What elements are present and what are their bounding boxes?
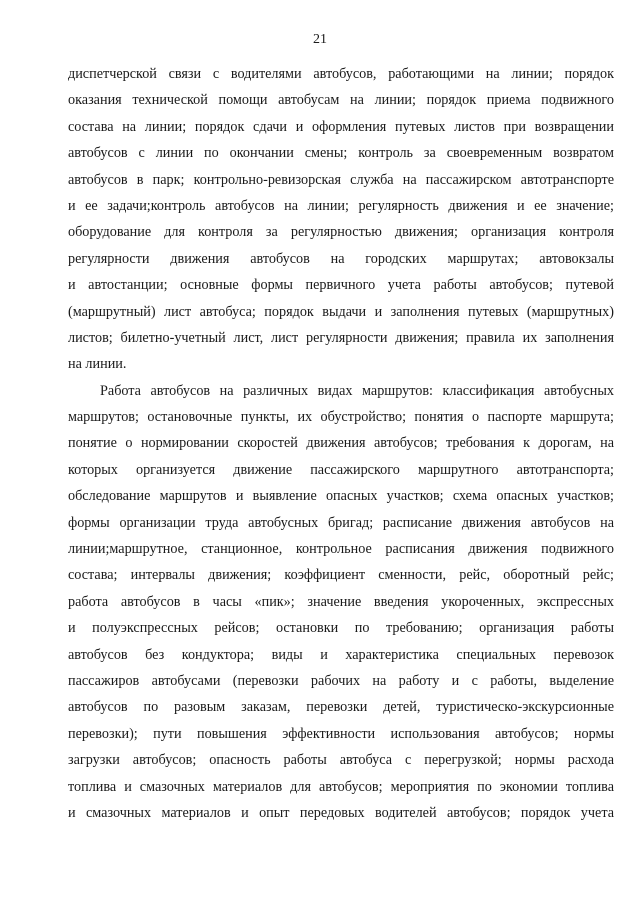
page-number: 21 xyxy=(313,32,327,47)
text-line: автобусов в парк; контрольно-ревизорская служба на пассажирском автотранспорте xyxy=(68,171,614,188)
paragraph xyxy=(68,378,614,827)
text-line: автобусов по разовым заказам, перевозки детей, туристическо-экскурсионные xyxy=(68,699,614,716)
text-line: автобусов с линии по окончании смены; контроль за своевременным возвратом xyxy=(68,145,614,162)
text-line: загрузки автобусов; опасность работы автобуса с перегрузкой; нормы расхода xyxy=(68,752,614,769)
text-line: состава на линии; порядок сдачи и оформления путевых листов при возвращении xyxy=(68,118,614,135)
text-line: и смазочных материалов и опыт передовых водителей автобусов; порядок учета xyxy=(68,804,614,821)
text-line: Работа автобусов на различных видах маршрутов: классификация автобусных xyxy=(100,382,614,399)
text-line: работа автобусов в часы «пик»; значение введения укороченных, экспрессных xyxy=(68,593,614,610)
text-line: на линии. xyxy=(68,356,127,373)
text-line: маршрутов; остановочные пункты, их обустройство; понятия о паспорте маршрута; xyxy=(68,409,614,426)
text-line: и автостанции; основные формы первичного учета работы автобусов; путевой xyxy=(68,277,614,294)
paragraph xyxy=(68,61,614,378)
text-line: диспетчерской связи с водителями автобусов, работающими на линии; порядок xyxy=(68,66,614,82)
text-line: понятие о нормировании скоростей движения автобусов; требования к дорогам, на xyxy=(68,435,614,452)
text-line: оборудование для контроля за регулярностью движения; организация контроля xyxy=(68,224,614,241)
text-line: (маршрутный) лист автобуса; порядок выдачи и заполнения путевых (маршрутных) xyxy=(68,303,614,320)
text-line: листов; билетно-учетный лист, лист регулярности движения; правила их заполнения xyxy=(68,329,614,346)
text-line: перевозки); пути повышения эффективности использования автобусов; нормы xyxy=(68,725,614,742)
body-text xyxy=(68,61,614,826)
text-line: и полуэкспрессных рейсов; остановки по требованию; организация работы xyxy=(68,620,614,637)
text-line: состава; интервалы движения; коэффициент сменности, рейс, оборотный рейс; xyxy=(68,567,614,584)
text-line: обследование маршрутов и выявление опасных участков; схема опасных участков; xyxy=(68,488,614,505)
text-line: линии;маршрутное, станционное, контрольное расписания движения подвижного xyxy=(68,541,614,558)
text-line: оказания технической помощи автобусам на линии; порядок приема подвижного xyxy=(68,92,614,109)
text-line: автобусов без кондуктора; виды и характеристика специальных перевозок xyxy=(68,646,614,663)
text-line: формы организации труда автобусных бригад; расписание движения автобусов на xyxy=(68,514,614,531)
text-line: регулярности движения автобусов на городских маршрутах; автовокзалы xyxy=(68,250,614,267)
text-line: которых организуется движение пассажирского маршрутного автотранспорта; xyxy=(68,461,614,478)
text-line: пассажиров автобусами (перевозки рабочих на работу и с работы, выделение xyxy=(68,672,614,689)
text-line: и ее задачи;контроль автобусов на линии; регулярность движения и ее значение; xyxy=(68,197,614,214)
text-line: топлива и смазочных материалов для автобусов; мероприятия по экономии топлива xyxy=(68,778,614,795)
